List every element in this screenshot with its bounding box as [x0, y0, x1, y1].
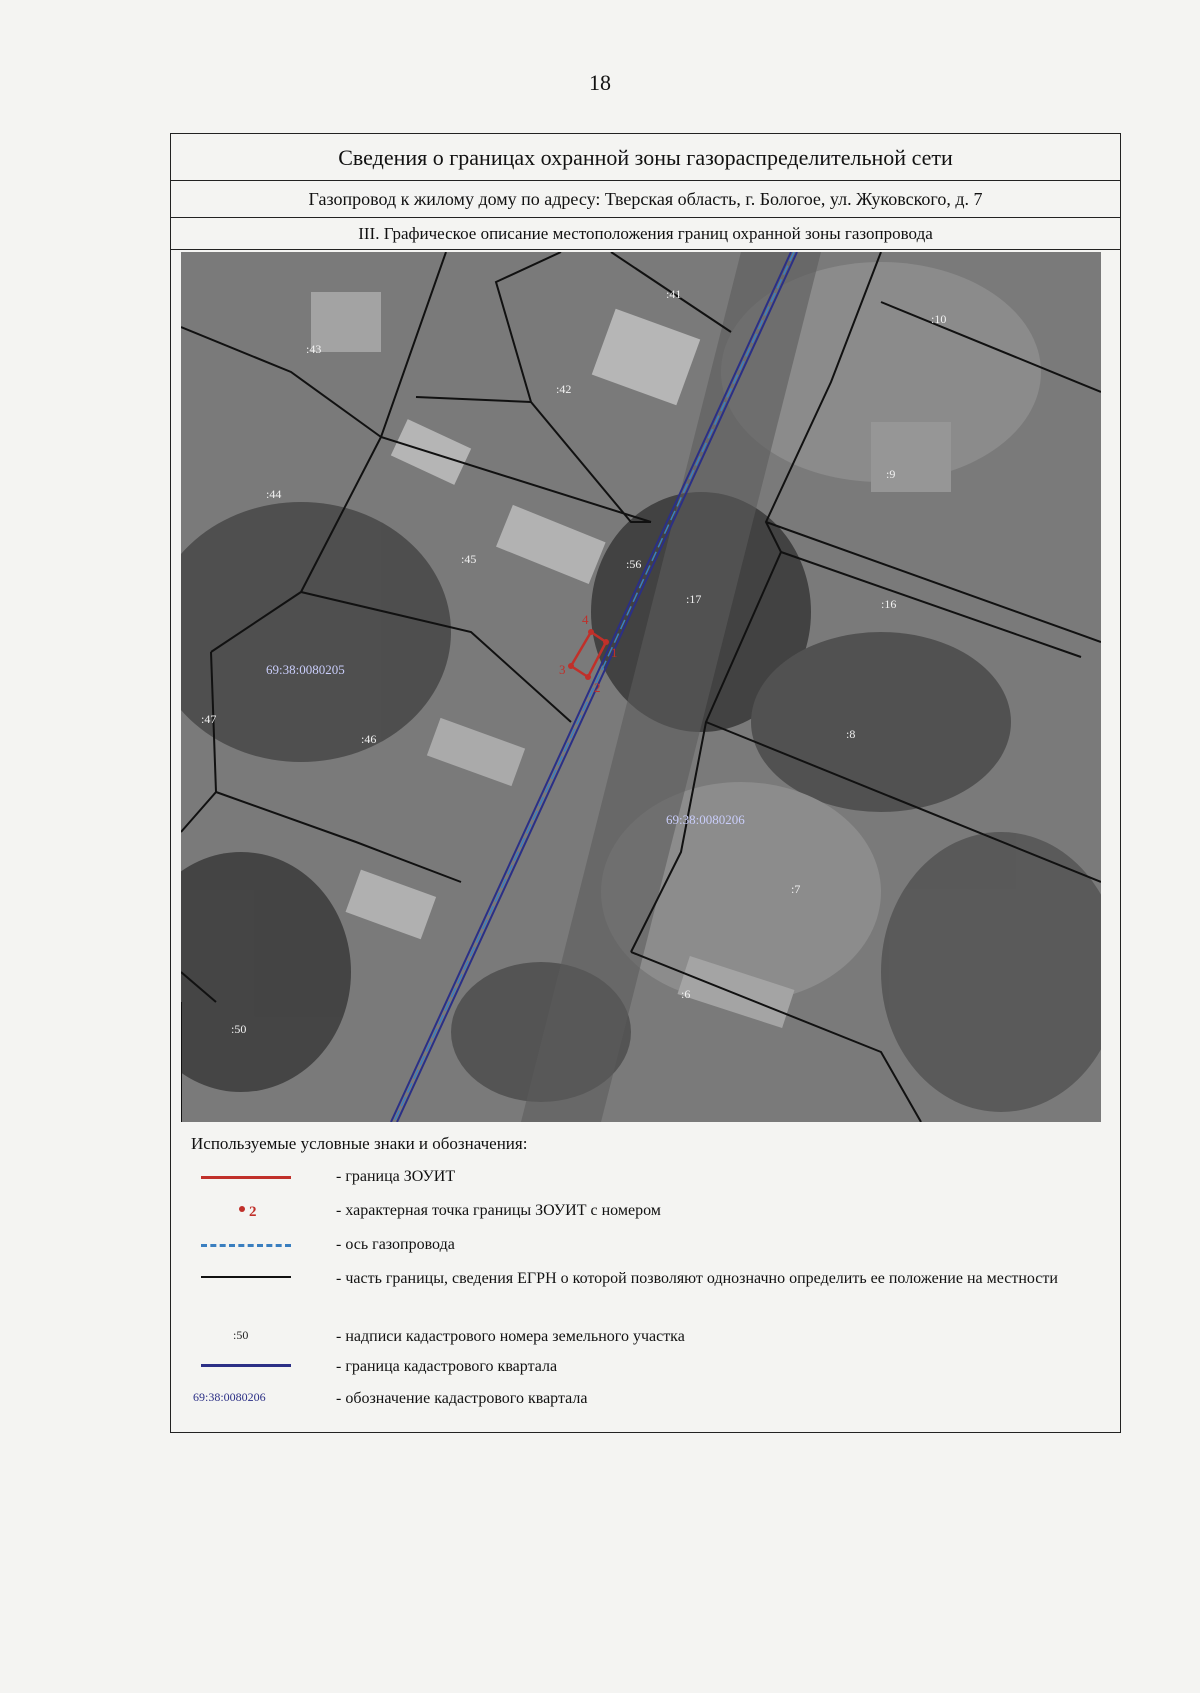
parcel-label: :7: [791, 882, 801, 896]
object-description: Газопровод к жилому дому по адресу: Тверская область, г. Бологое, ул. Жуковского, д. 7: [171, 181, 1120, 218]
point-label-1: 1: [611, 645, 618, 660]
parcel-label: :56: [626, 557, 642, 571]
legend-title: Используемые условные знаки и обозначения:: [191, 1134, 528, 1153]
legend-item: - часть границы, сведения ЕГРН о которой позволяют однозначно определить ее положение на местности: [191, 1268, 1091, 1318]
parcel-label: :41: [666, 287, 682, 301]
parcel-label: :6: [681, 987, 691, 1001]
zone-point-2: [585, 674, 591, 680]
parcel-label: :42: [556, 382, 572, 396]
block-label-icon: 69:38:0080206: [193, 1390, 266, 1404]
parcel-label: :9: [886, 467, 896, 481]
block-label: 69:38:0080206: [666, 812, 745, 827]
black-line-icon: [191, 1268, 311, 1298]
blue-line-icon: [191, 1356, 311, 1386]
legend-item: - ось газопровода: [191, 1234, 1091, 1262]
parcel-label: :10: [931, 312, 947, 326]
aerial-map: [181, 252, 1101, 1122]
parcel-label-icon: :50: [233, 1328, 249, 1342]
parcel-label: :46: [361, 732, 377, 746]
zone-point-4: [588, 629, 594, 635]
parcel-label: :43: [306, 342, 322, 356]
zone-point-3: [568, 663, 574, 669]
point-label-4: 4: [582, 612, 589, 627]
block-label: 69:38:0080205: [266, 662, 345, 677]
legend-item: - граница ЗОУИТ: [191, 1166, 1091, 1194]
parcel-label: :17: [686, 592, 702, 606]
page-number: 18: [589, 70, 611, 95]
point-label-2: 2: [594, 680, 601, 695]
legend-item: 69:38:0080206 - обозначение кадастрового квартала: [191, 1388, 1091, 1416]
parcel-label: :45: [461, 552, 477, 566]
section-title: III. Графическое описание местоположения границ охранной зоны газопровода: [171, 218, 1120, 250]
parcel-label: :44: [266, 487, 282, 501]
point-label-3: 3: [559, 662, 566, 677]
legend-item: - граница кадастрового квартала: [191, 1356, 1091, 1384]
red-point-icon: 2: [191, 1200, 311, 1230]
map-canvas: [181, 252, 1101, 1122]
document-frame: [170, 133, 1121, 1433]
parcel-label: :16: [881, 597, 897, 611]
blue-dashed-line-icon: [191, 1234, 311, 1264]
document-title: Сведения о границах охранной зоны газораспределительной сети: [171, 134, 1120, 181]
zone-point-1: [603, 639, 609, 645]
red-line-icon: [191, 1166, 311, 1196]
legend-item: 2 - характерная точка границы ЗОУИТ с номером: [191, 1200, 1091, 1228]
parcel-label: :47: [201, 712, 217, 726]
parcel-label: :8: [846, 727, 856, 741]
parcel-label: :50: [231, 1022, 247, 1036]
legend-item: :50 - надписи кадастрового номера земельного участка: [191, 1326, 1091, 1354]
